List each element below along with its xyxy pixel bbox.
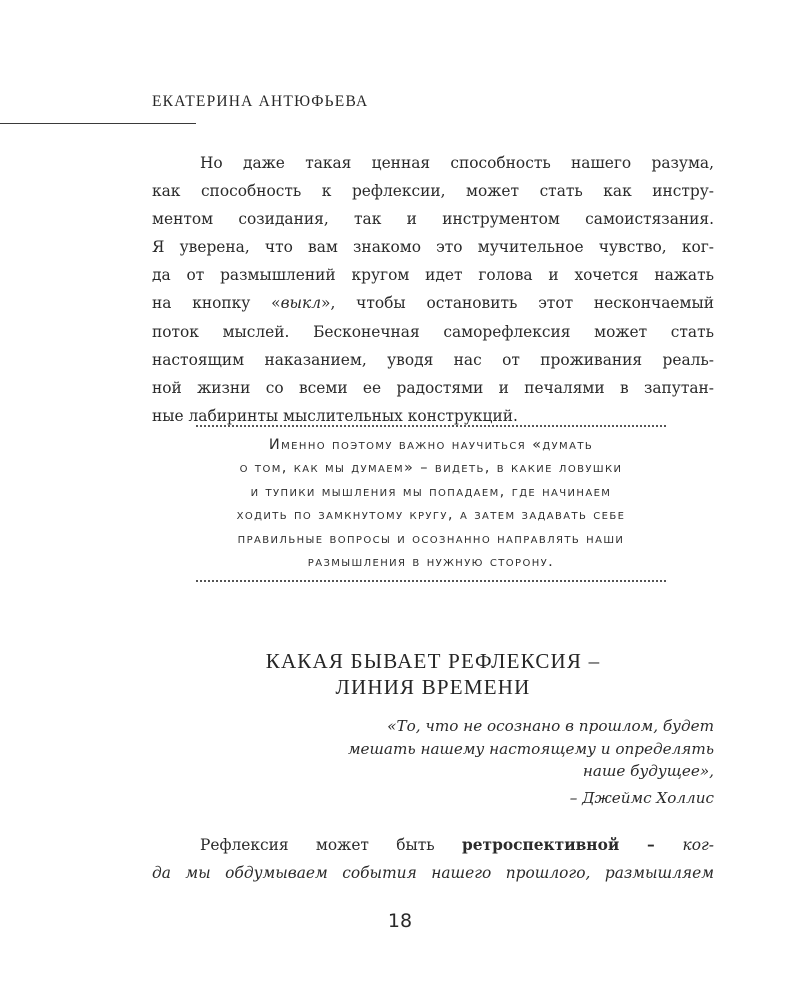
- bold-term: ретроспективной: [462, 836, 620, 854]
- em-dash: –: [619, 836, 683, 854]
- line-text: Рефлексия может быть: [200, 836, 462, 854]
- paragraph-retrospective: [152, 831, 714, 887]
- callout-quote: [196, 434, 666, 574]
- epigraph-line: наше будущее»,: [582, 762, 714, 781]
- callout-top-dotted-rule: [196, 425, 666, 427]
- paragraph-line: как способность к рефлексии, может стать как инстру-: [152, 182, 714, 201]
- paragraph-line: ные лабиринты мыслительных конструкций.: [152, 406, 518, 425]
- section-heading-line: КАКАЯ БЫВАЕТ РЕФЛЕКСИЯ –: [265, 649, 601, 673]
- section-heading-line: ЛИНИЯ ВРЕМЕНИ: [335, 675, 531, 699]
- paragraph-line: поток мыслей. Бесконечная саморефлексия может стать: [152, 322, 714, 341]
- section-heading: [152, 648, 714, 700]
- callout-line: о том, как мы думаем» – видеть, в какие ловушки: [239, 460, 623, 477]
- paragraph-reflection: [152, 149, 714, 430]
- epigraph-line: мешать нашему настоящему и определять: [347, 739, 714, 758]
- epigraph-author: – Джеймс Холлис: [569, 789, 714, 807]
- callout-line: Именно поэтому важно научиться «думать: [268, 437, 594, 453]
- running-header: ЕКАТЕРИНА АНТЮФЬЕВА: [152, 93, 369, 110]
- callout-line: ходить по замкнутому кругу, а затем задавать себе: [236, 507, 626, 524]
- callout-bottom-dotted-rule: [196, 580, 666, 582]
- epigraph-quote: [200, 715, 714, 783]
- line-text: », чтобы остановить этот нескончаемый: [321, 294, 714, 313]
- callout-line: и тупики мышления мы попадаем, где начинаем: [250, 483, 612, 500]
- page-number: 18: [387, 910, 413, 932]
- italic-text: ког-: [682, 836, 714, 854]
- paragraph-line: ной жизни со всеми ее радостями и печалями в запутан-: [152, 378, 714, 397]
- header-rule: [0, 123, 196, 124]
- paragraph-line: да от размышлений кругом идет голова и хочется нажать: [152, 266, 714, 285]
- italic-word: выкл: [280, 294, 322, 313]
- callout-line: правильные вопросы и осознанно направлять наши: [237, 530, 625, 547]
- paragraph-line: ментом созидания, так и инструментом самоистязания.: [152, 210, 714, 229]
- paragraph-line: Я уверена, что вам знакомо это мучительное чувство, ког-: [152, 238, 714, 257]
- callout-line: размышления в нужную сторону.: [307, 554, 555, 571]
- epigraph-line: «То, что не осознано в прошлом, будет: [387, 717, 714, 735]
- line-text: на кнопку «: [152, 294, 281, 313]
- paragraph-line: настоящим наказанием, уводя нас от проживания реаль-: [152, 350, 714, 369]
- paragraph-line: Но даже такая ценная способность нашего разума,: [200, 154, 714, 172]
- paragraph-line: [152, 831, 714, 859]
- paragraph-line: да мы обдумываем события нашего прошлого, размышляем: [152, 864, 714, 883]
- paragraph-line: [152, 289, 714, 317]
